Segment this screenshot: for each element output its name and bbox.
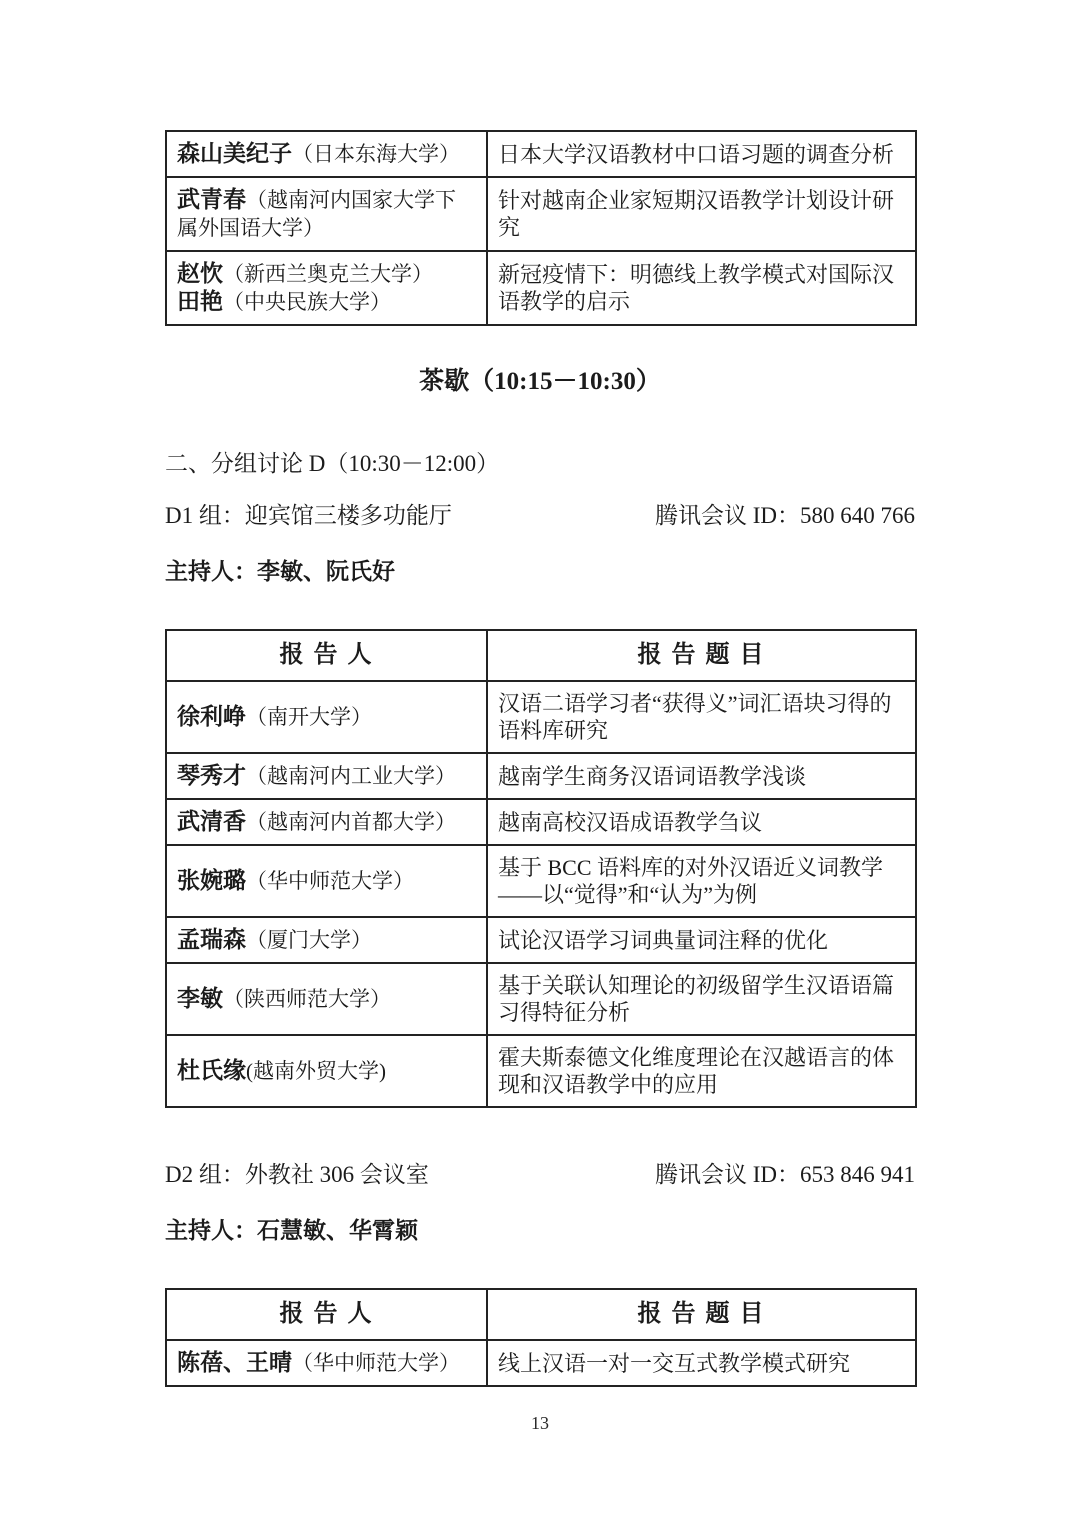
group-d2-table-head	[166, 1289, 916, 1340]
table-row	[166, 963, 916, 1035]
group-d1-table-head	[166, 630, 916, 681]
presenter-line	[177, 1057, 476, 1085]
presenter-cell	[166, 753, 487, 799]
group-d1-line	[165, 501, 915, 531]
group-d2-location: D2 组：外教社 306 会议室	[165, 1162, 429, 1187]
presenter-name: 赵忺	[177, 261, 223, 286]
paper-title-cell: 基于关联认知理论的初级留学生汉语语篇习得特征分析	[487, 963, 916, 1035]
presenter-name: 琴秀才	[177, 763, 246, 788]
presenter-affiliation: （华中师范大学）	[246, 869, 414, 893]
session-d-heading: 二、分组讨论 D（10:30－12:00）	[165, 451, 500, 476]
presenter-name: 孟瑞森	[177, 927, 246, 952]
table-row	[166, 799, 916, 845]
paper-title-cell: 基于 BCC 语料库的对外汉语近义词教学——以“觉得”和“认为”为例	[487, 845, 916, 917]
paper-title-cell: 线上汉语一对一交互式教学模式研究	[487, 1340, 916, 1386]
table-row	[166, 845, 916, 917]
paper-title-cell: 试论汉语学习词典量词注释的优化	[487, 917, 916, 963]
paper-title-cell: 日本大学汉语教材中口语习题的调查分析	[487, 131, 916, 177]
presenter-cell	[166, 177, 487, 251]
group-d2-hosts: 主持人：石慧敏、华霄颖	[165, 1218, 418, 1243]
paper-title-cell: 新冠疫情下：明德线上教学模式对国际汉语教学的启示	[487, 251, 916, 325]
presenter-cell	[166, 799, 487, 845]
presenter-line	[177, 1349, 476, 1377]
presenter-line	[177, 867, 476, 895]
presenter-cell	[166, 963, 487, 1035]
presenter-cell	[166, 917, 487, 963]
presenter-affiliation: （陕西师范大学）	[223, 987, 391, 1011]
presenter-column-header: 报 告 人	[166, 1289, 487, 1340]
presenter-name: 武青春	[177, 187, 246, 212]
presenter-affiliation: （中央民族大学）	[223, 290, 391, 314]
table-row	[166, 131, 916, 177]
presenter-name: 徐利峥	[177, 704, 246, 729]
group-d2-table	[165, 1288, 917, 1387]
paper-title-cell: 越南学生商务汉语词语教学浅谈	[487, 753, 916, 799]
tea-break-heading: 茶歇（10:15－10:30）	[419, 368, 661, 395]
presenter-cell	[166, 845, 487, 917]
presenter-line	[177, 762, 476, 790]
presenter-name: 森山美纪子	[177, 141, 292, 166]
group-d1-hosts: 主持人：李敏、阮氏好	[165, 559, 395, 584]
presenter-affiliation: (越南外贸大学)	[246, 1059, 386, 1083]
group-d1-location: D1 组：迎宾馆三楼多功能厅	[165, 503, 452, 528]
presenter-line	[177, 808, 476, 836]
presenter-affiliation: （南开大学）	[246, 705, 372, 729]
presenter-line	[177, 985, 476, 1013]
presenter-affiliation: （厦门大学）	[246, 928, 372, 952]
group-d2-line	[165, 1160, 915, 1190]
paper-title-cell: 越南高校汉语成语教学刍议	[487, 799, 916, 845]
presenter-name: 武清香	[177, 809, 246, 834]
group-d2-table-body	[166, 1340, 916, 1386]
presenter-cell	[166, 1340, 487, 1386]
continued-presenters-table	[165, 130, 917, 326]
table-row	[166, 251, 916, 325]
presenter-line	[177, 140, 476, 168]
presenter-affiliation: （华中师范大学）	[292, 1351, 460, 1375]
presenter-affiliation: （越南河内首都大学）	[246, 810, 456, 834]
presenter-line	[177, 703, 476, 731]
title-column-header: 报 告 题 目	[487, 1289, 916, 1340]
paper-title-cell: 霍夫斯泰德文化维度理论在汉越语言的体现和汉语教学中的应用	[487, 1035, 916, 1107]
document-content	[165, 0, 915, 1434]
paper-title-cell: 汉语二语学习者“获得义”词汇语块习得的语料库研究	[487, 681, 916, 753]
header-row	[166, 630, 916, 681]
paper-title-cell: 针对越南企业家短期汉语教学计划设计研究	[487, 177, 916, 251]
presenter-affiliation: （越南河内工业大学）	[246, 764, 456, 788]
presenter-cell	[166, 131, 487, 177]
presenter-affiliation: （新西兰奥克兰大学）	[223, 262, 433, 286]
presenter-cell	[166, 681, 487, 753]
header-row	[166, 1289, 916, 1340]
presenter-affiliation: （日本东海大学）	[292, 142, 460, 166]
continued-presenters-table-body	[166, 131, 916, 325]
presenter-line	[177, 186, 476, 242]
presenter-name: 张婉璐	[177, 868, 246, 893]
page-number: 13	[531, 1413, 549, 1433]
table-row	[166, 917, 916, 963]
presenter-column-header: 报 告 人	[166, 630, 487, 681]
group-d1-table	[165, 629, 917, 1108]
group-d2-meeting-id: 腾讯会议 ID：653 846 941	[654, 1162, 915, 1187]
presenter-line	[177, 260, 476, 288]
title-column-header: 报 告 题 目	[487, 630, 916, 681]
presenter-name: 陈蓓、王晴	[177, 1350, 292, 1375]
presenter-line	[177, 288, 476, 316]
group-d1-table-body	[166, 681, 916, 1107]
table-row	[166, 1340, 916, 1386]
presenter-line	[177, 926, 476, 954]
table-row	[166, 681, 916, 753]
presenter-cell	[166, 1035, 487, 1107]
presenter-cell	[166, 251, 487, 325]
table-row	[166, 753, 916, 799]
presenter-affiliation: （越南河内国家大学下属外国语大学）	[177, 188, 456, 240]
presenter-name: 杜氏缘	[177, 1058, 246, 1083]
table-row	[166, 1035, 916, 1107]
presenter-name: 田艳	[177, 289, 223, 314]
presenter-name: 李敏	[177, 986, 223, 1011]
group-d1-meeting-id: 腾讯会议 ID：580 640 766	[654, 503, 915, 528]
table-row	[166, 177, 916, 251]
